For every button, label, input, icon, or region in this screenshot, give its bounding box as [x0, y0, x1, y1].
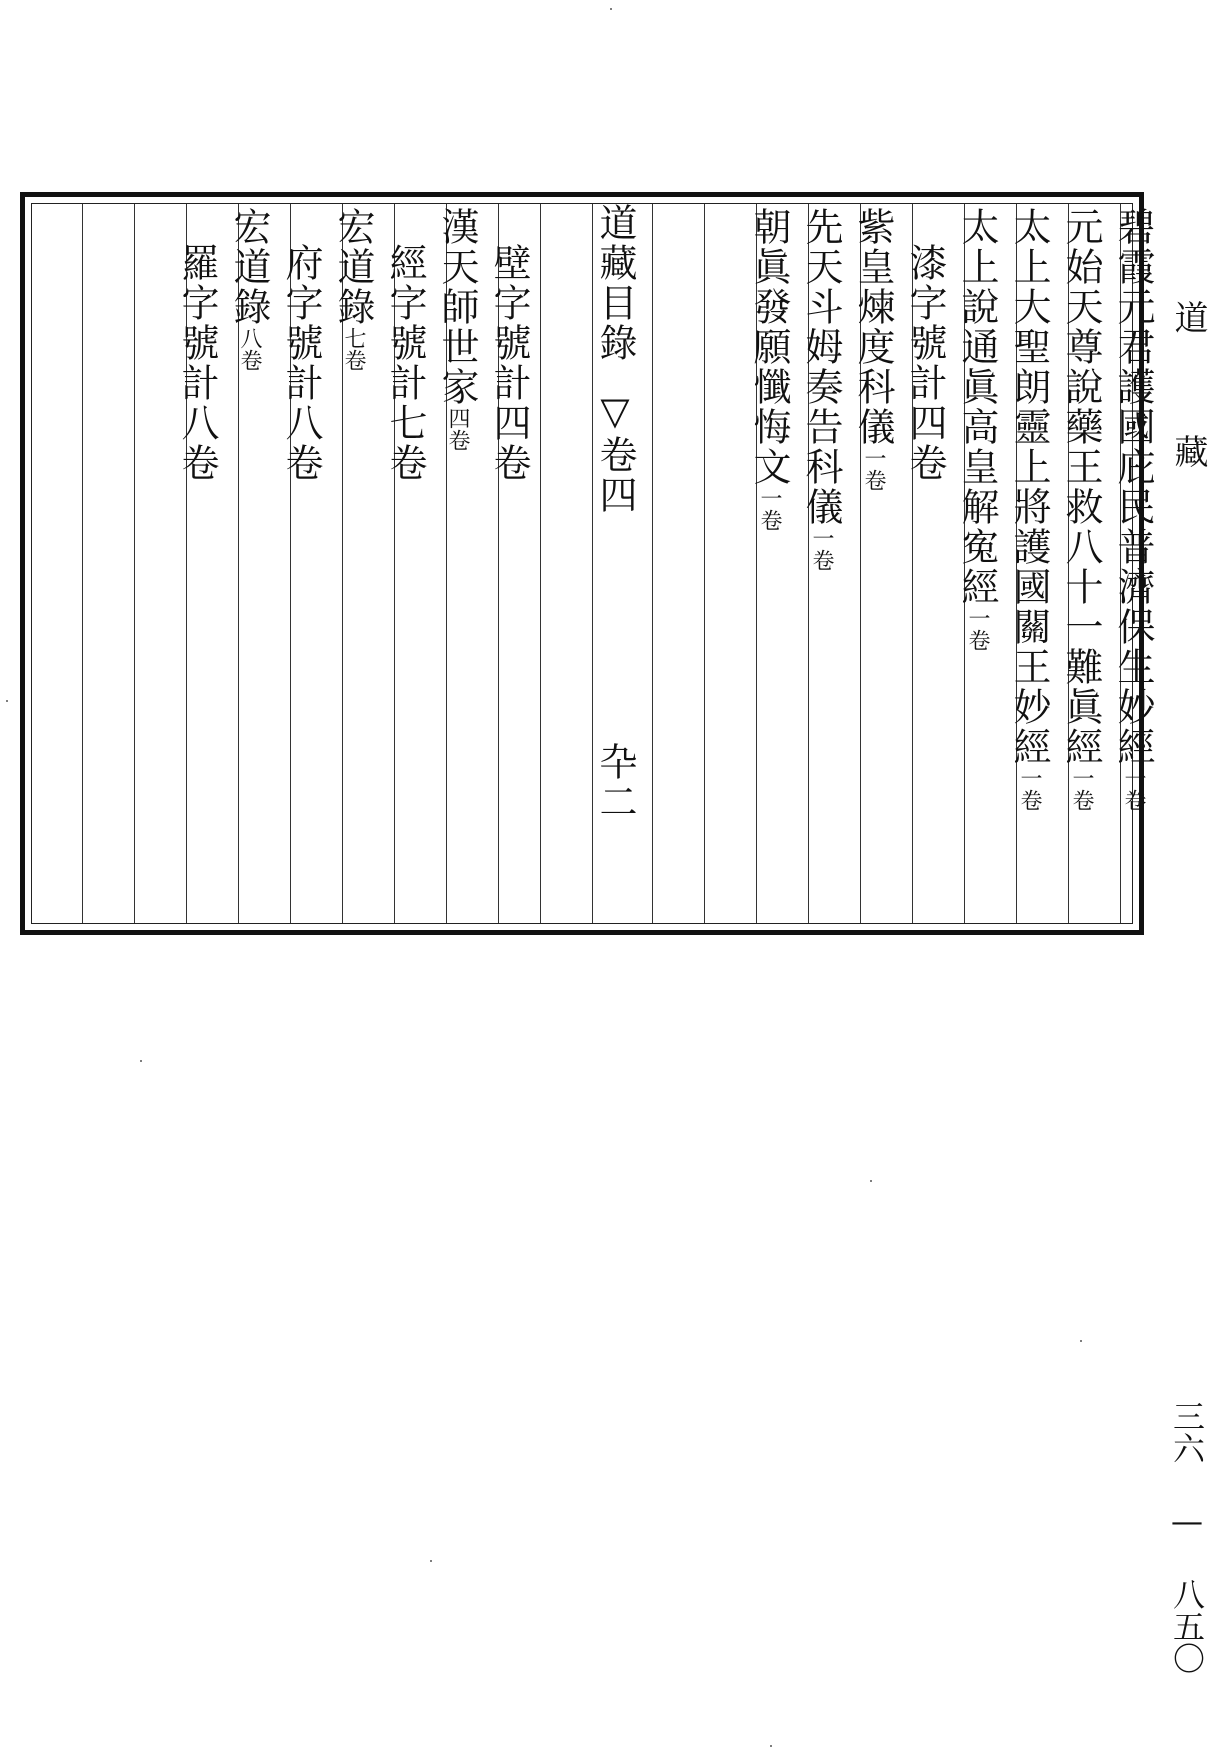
column-note: 八卷	[237, 327, 262, 371]
column-rule	[134, 204, 135, 923]
column-note: 一卷	[965, 607, 990, 651]
gutter-leaf-number: 卆二	[593, 742, 637, 822]
scan-speck	[140, 1060, 142, 1062]
column-note: 一卷	[809, 527, 834, 571]
text-column	[487, 243, 531, 483]
scan-speck	[870, 1180, 872, 1182]
column-note: 一卷	[757, 487, 782, 531]
text-column	[799, 207, 843, 571]
gutter-book-title: 道藏目錄	[593, 203, 637, 363]
margin-book-title: 道 藏	[1168, 300, 1208, 498]
margin-page-number: 三六 — 八五〇	[1168, 1400, 1206, 1674]
column-note: 四卷	[445, 407, 470, 451]
text-column	[851, 207, 895, 491]
text-column	[435, 207, 479, 451]
column-note: 七卷	[341, 327, 366, 371]
column-rule	[652, 204, 653, 923]
column-title: 太上大聖朗靈上將護國關王妙經	[1007, 207, 1051, 767]
column-title: 漢天師世家	[435, 207, 479, 407]
column-title: 先天斗姆奏告科儀	[799, 207, 843, 527]
column-title: 元始天尊說藥王救八十一難眞經	[1059, 207, 1103, 767]
column-note: 一卷	[1017, 767, 1042, 811]
text-column	[175, 243, 219, 483]
text-column	[1007, 207, 1051, 811]
text-column	[955, 207, 999, 651]
scan-speck	[6, 700, 8, 702]
column-title: 羅字號計八卷	[175, 243, 219, 483]
gutter-rule	[540, 204, 541, 923]
text-column	[903, 243, 947, 483]
column-rule	[82, 204, 83, 923]
text-frame	[20, 192, 1155, 935]
column-note: 一卷	[1069, 767, 1094, 811]
text-column	[1111, 207, 1155, 811]
column-rule	[704, 204, 705, 923]
scan-speck	[610, 8, 612, 10]
column-note: 一卷	[861, 447, 886, 491]
column-title: 太上說通眞高皇解寃經	[955, 207, 999, 607]
column-title: 宏道錄	[227, 207, 271, 327]
scan-speck	[1080, 1340, 1082, 1342]
column-title: 府字號計八卷	[279, 243, 323, 483]
column-title: 漆字號計四卷	[903, 243, 947, 483]
text-column	[331, 207, 375, 371]
gutter-volume: 卷四	[593, 435, 637, 515]
gutter-text	[593, 203, 637, 515]
text-column	[383, 243, 427, 483]
gutter-fish-tail: ▽	[593, 389, 637, 435]
column-title: 朝眞發願懺悔文	[747, 207, 791, 487]
text-column	[227, 207, 271, 371]
text-column	[279, 243, 323, 483]
column-title: 經字號計七卷	[383, 243, 427, 483]
gutter-leaf	[593, 742, 637, 822]
scan-speck	[430, 1560, 432, 1562]
column-title: 壁字號計四卷	[487, 243, 531, 483]
scan-speck	[770, 1745, 772, 1747]
text-column	[747, 207, 791, 531]
column-title: 紫皇煉度科儀	[851, 207, 895, 447]
column-title: 碧霞元君護國庇民普濟保生妙經	[1111, 207, 1155, 767]
column-note: 一卷	[1121, 767, 1146, 811]
text-column	[1059, 207, 1103, 811]
column-title: 宏道錄	[331, 207, 375, 327]
